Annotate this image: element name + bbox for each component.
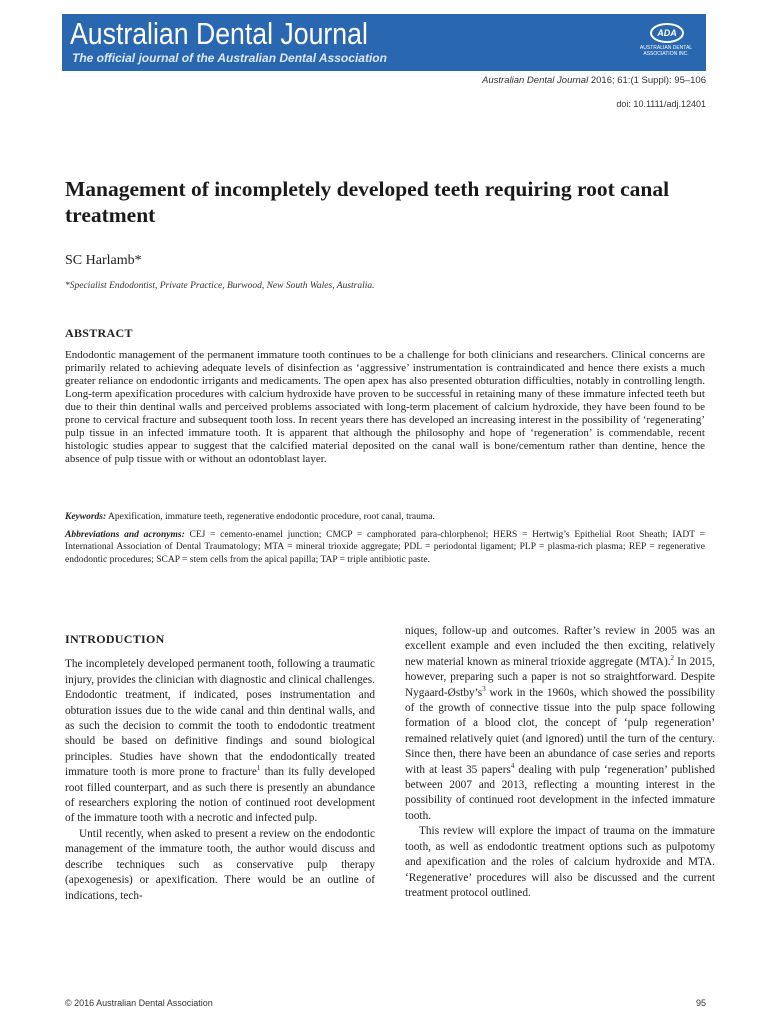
keywords-text: Apexification, immature teeth, regenerative endodontic procedure, root canal, trauma. <box>106 512 435 522</box>
citation-details: 2016; 61:(1 Suppl): 95–106 <box>588 75 706 86</box>
doi: doi: 10.1111/adj.12401 <box>616 99 706 109</box>
paragraph-text: niques, follow-up and outcomes. Rafter’s review in 2005 was an excellent example and even included the then exciting, relatively new material known as mineral trioxide aggregate (MTA). <box>405 625 715 668</box>
journal-title: Australian Dental Journal <box>70 16 368 51</box>
abstract-text: Endodontic management of the permanent immature tooth continues to be a challenge for both clinicians and researchers. Clinical concerns are primarily related to achieving adequate levels of disinfection as ‘aggressive’ instrumentation is contraindicated and hence there exists a much greater reliance on endodontic irrigants and medicaments. The open apex has also presented obturation difficulties, notably in controlling length. Long-term apexification procedures with calcium hydroxide have proven to be successful in retaining many of these immature infected teeth but due to their thin dentinal walls and perceived problems associated with long-term placement of calcium hydroxide, they have been found to be prone to cervical fracture and subsequent tooth loss. In recent years there has developed an increasing interest in the possibility of ‘regenerating’ pulp tissue in an infected immature tooth. It is apparent that although the philosophy and hope of ‘regeneration’ is commendable, recent histologic studies appear to suggest that the calcified material deposited on the canal wall is bone/cementum rather than dentine, hence the absence of pulp tissue with or without an odontoblast layer. <box>65 349 705 465</box>
abbreviations-text: CEJ = cemento-enamel junction; CMCP = camphorated para-chlorphenol; HERS = Hertwig’s Epithelial Root Sheath; IADT = International Association of Dental Traumatology; MTA = mineral trioxide aggregate; PDL = periodontal ligament; PLP = plasma-rich plasma; REP = regenerative endodontic procedures; SCAP = stem cells from the apical papilla; TAP = triple antibiotic paste. <box>65 530 705 565</box>
article-title: Management of incompletely developed teeth requiring root canal treatment <box>65 177 670 227</box>
paragraph-text: The incompletely developed permanent tooth, following a traumatic injury, provides the clinician with diagnostic and clinical challenges. Endodontic treatment, if indicated, poses instrumentation and obturation issues due to the wide canal and thin dentinal walls, and as such the decision to commit the tooth to endodontic treatment should be based on definitive findings and sound biological principles. Studies have shown that the endodontically treated immature tooth is more prone to fracture <box>65 658 375 779</box>
paragraph <box>405 624 715 824</box>
ada-logo-mark: ADA <box>650 23 684 43</box>
paragraph-text: work in the 1960s, which showed the possibility of the growth of connective tissue into the pulp space following formation of a blood clot, the concept of ‘pulp regeneration’ remained relatively quiet (and ignored) until the turn of the century. Since then, there have been an abundance of case series and reports with at least 35 papers <box>405 686 715 776</box>
column-left <box>65 620 375 904</box>
paragraph: This review will explore the impact of trauma on the immature tooth, as well as endodontic treatment options such as pulpotomy and apexification and the roles of calcium hydroxide and MTA. ‘Regenerative’ procedures will also be discussed and the current treatment protocol outlined. <box>405 825 715 899</box>
ada-logo-text: AUSTRALIAN DENTAL ASSOCIATION INC. <box>639 45 693 57</box>
keywords-label: Keywords: <box>65 512 107 522</box>
reference-superscript[interactable]: 1 <box>256 764 261 773</box>
journal-subtitle: The official journal of the Australian Dental Association <box>72 51 387 65</box>
journal-banner <box>62 14 706 71</box>
affiliation: *Specialist Endodontist, Private Practice, Burwood, New South Wales, Australia. <box>65 281 375 291</box>
introduction-heading: INTRODUCTION <box>65 632 165 646</box>
author: SC Harlamb* <box>65 253 142 268</box>
reference-superscript[interactable]: 3 <box>482 684 486 693</box>
paragraph-text: In 2015, however, preparing such a paper is not so straightforward. Despite Nygaard-Østby’s <box>405 655 715 699</box>
ada-logo-icon <box>636 23 696 63</box>
abbreviations-label: Abbreviations and acronyms: <box>65 530 185 540</box>
reference-superscript[interactable]: 4 <box>510 761 515 770</box>
paragraph-text: dealing with pulp ‘regeneration’ published between 2007 and 2013, reflecting a mounting interest in the possibility of continued root development in the infected immature tooth. <box>405 763 716 822</box>
keywords <box>65 511 705 523</box>
abstract-heading: ABSTRACT <box>65 326 133 340</box>
column-right <box>405 624 715 901</box>
citation-journal: Australian Dental Journal <box>482 75 589 86</box>
abbreviations <box>65 529 705 566</box>
paragraph: Until recently, when asked to present a review on the endodontic management of the immature tooth, the author would discuss and describe techniques such as conservative pulp therapy (apexogenesis) or apexification. There would be an outline of indications, tech- <box>65 827 375 902</box>
paragraph-text: than its fully developed root filled counterpart, and as such there is presently an abundance of researchers exploring the notion of continued root development of the immature tooth with a necrotic and infected pulp. <box>65 766 375 825</box>
reference-superscript[interactable]: 2 <box>670 654 675 663</box>
footer-page-number: 95 <box>695 998 706 1008</box>
citation <box>482 75 706 86</box>
paragraph <box>65 657 375 826</box>
footer-copyright: © 2016 Australian Dental Association <box>65 998 213 1008</box>
